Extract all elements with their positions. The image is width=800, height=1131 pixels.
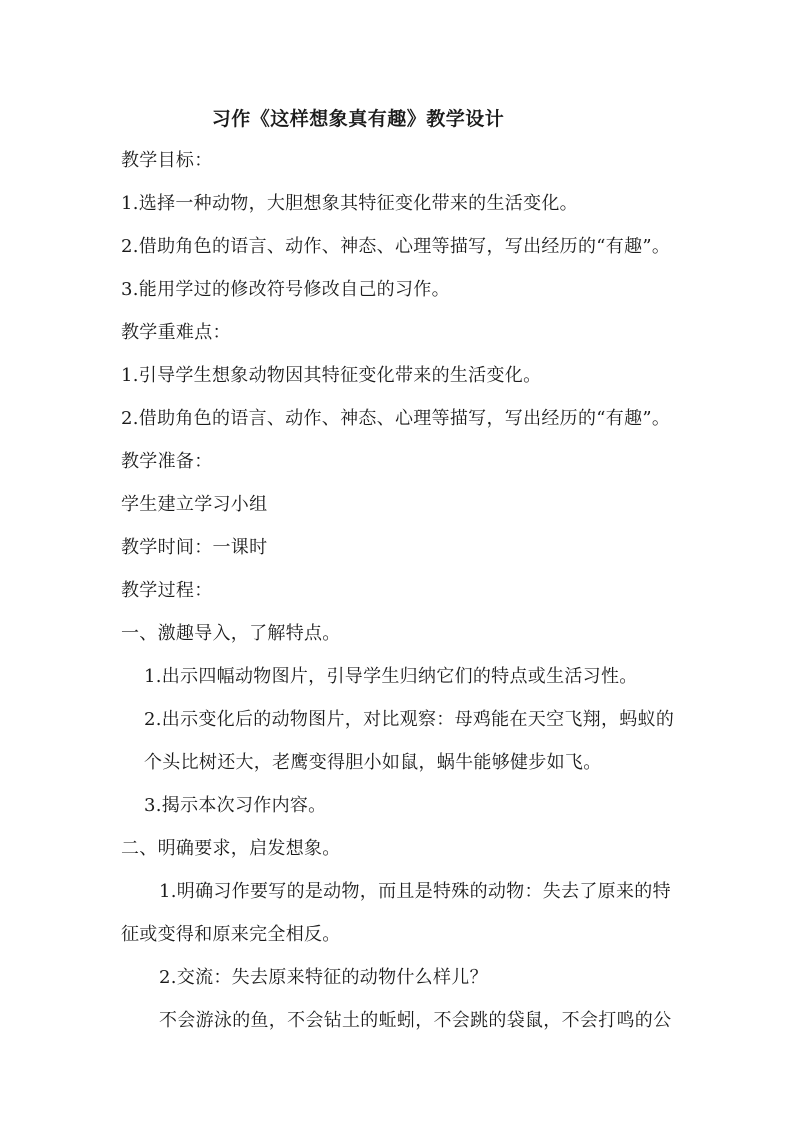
- process-step-1-item-2-continued: 个头比树还大，老鹰变得胆小如鼠，蜗牛能够健步如飞。: [144, 752, 602, 773]
- process-step-1-heading: 一、激趣导入，了解特点。: [121, 623, 341, 644]
- process-step-1-item-2: 2.出示变化后的动物图片，对比观察：母鸡能在天空飞翔，蚂蚁的: [144, 709, 675, 730]
- teaching-time: 教学时间：一课时: [121, 537, 268, 558]
- process-step-1-item-3: 3.揭示本次习作内容。: [144, 795, 327, 816]
- document-title: 习作《这样想象真有趣》教学设计: [211, 108, 505, 130]
- objective-item-2: 2.借助角色的语言、动作、神态、心理等描写，写出经历的“有趣”。: [121, 236, 671, 257]
- section-heading-preparation: 教学准备：: [121, 451, 213, 472]
- key-point-item-2: 2.借助角色的语言、动作、神态、心理等描写，写出经历的“有趣”。: [121, 408, 671, 429]
- section-heading-process: 教学过程：: [121, 580, 213, 601]
- process-step-1-item-1: 1.出示四幅动物图片，引导学生归纳它们的特点或生活习性。: [144, 666, 638, 687]
- process-step-2-heading: 二、明确要求，启发想象。: [121, 838, 341, 859]
- key-point-item-1: 1.引导学生想象动物因其特征变化带来的生活变化。: [121, 365, 542, 386]
- section-heading-objectives: 教学目标：: [121, 150, 213, 171]
- section-heading-key-points: 教学重难点：: [121, 322, 231, 343]
- objective-item-3: 3.能用学过的修改符号修改自己的习作。: [121, 279, 450, 300]
- process-step-2-item-2-text: 不会游泳的鱼，不会钻土的蚯蚓，不会跳的袋鼠，不会打鸣的公: [159, 1010, 672, 1031]
- process-step-2-item-1-continued: 征或变得和原来完全相反。: [121, 924, 341, 945]
- preparation-text: 学生建立学习小组: [121, 494, 268, 515]
- process-step-2-item-2: 2.交流：失去原来特征的动物什么样儿？: [159, 967, 488, 988]
- objective-item-1: 1.选择一种动物，大胆想象其特征变化带来的生活变化。: [121, 193, 578, 214]
- process-step-2-item-1: 1.明确习作要写的是动物，而且是特殊的动物：失去了原来的特: [159, 881, 671, 902]
